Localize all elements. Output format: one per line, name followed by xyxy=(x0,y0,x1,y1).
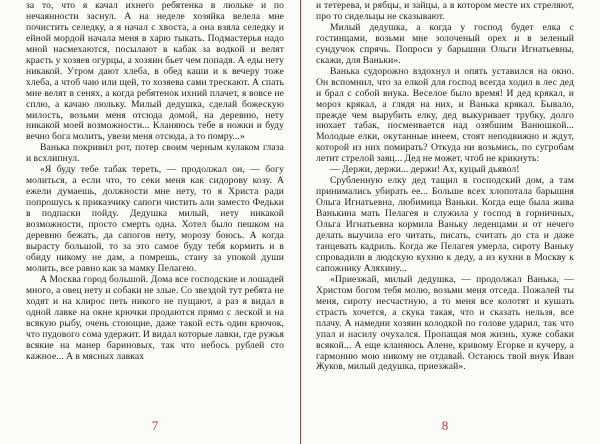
page-left-text-column xyxy=(26,1,284,362)
paragraph: Ванька покривил рот, потер своим черным кулаком глаза и всхлипнул. xyxy=(26,142,284,165)
page-number-left: 7 xyxy=(151,418,159,433)
paragraph: «Приезжай, милый дедушка, — продолжал Ванька, — Христом богом тебя молю, возьми меня отседа. Пожалей ты меня, сироту несчастную, а то меня все колотят и кушать страсть хочется, а скука такая, что и сказать нельзя, все плачу. А намедни хозяин колодкой по голове ударил, так что упал и насилу очухался. Пропащая моя жизнь, хуже собаки всякой... А еще кланяюсь Алене, кривому Егорке и кучеру, а гармонию мою никому не отдавай. Остаюсь твой внук Иван Жуков, милый дедушка, приезжай». xyxy=(316,273,574,373)
paragraph: Срубленную елку дед тащил в господский дом, а там принимались убирать ее... Больше всех хлопотала барышня Ольга Игнатьевна, любимица Ваньки. Когда еще была жива Ванькина мать Пелагея и служила у господ в горничных, Ольга Игнатьевна кормила Ваньку леденцами и от нечего делать выучила его читать, писать, считать до ста и даже танцевать кадриль. Когда же Пелагея умерла, сироту Ваньку спровадили в людскую кухню к деду, а из кухни в Москву к сапожнику Аляхину... xyxy=(316,175,574,274)
paragraph: «Я буду тебе табак тереть, — продолжал он, — богу молиться, а если что, то секи меня как сидорову козу. А ежели думаешь, должности мне нету, то я Христа ради попрошусь к приказчику сапоги чистить али заместо Федьки в подпаски пойду. Дедушка милый, нету никакой возможности, просто смерть одна. Хотел было пешком на деревню бежать, да сапогов нету, морозу боюсь. А когда вырасту большой, то за это самое буду тебя кормить и в обиду никому не дам, а помрешь, стану за упокой души молить, все равно как за мамку Пелагею. xyxy=(26,164,284,274)
paragraph: — Держи, держи... держи! Ах, куцый дьявол! xyxy=(330,164,520,176)
paragraph: Ванька судорожно вздохнул и опять уставился на окно. Он вспомнил, что за елкой для господ всегда ходил в лес дед и брал с собой внука. Веселое было время! И дед крякал, и мороз крякал, а глядя на них, и Ванька крякал. Бывало, прежде чем вырубить елку, дед выкуривает трубку, долго нюхает табак, посмеивается над озябшим Ванюшкой... Молодые елки, окутанные инеем, стоят неподвижно и ждут, которой из них помирать? Откуда ни возьмись, по сугробам летит стрелой заяц... Дед не может, чтоб не крикнуть: xyxy=(316,65,574,165)
paragraph: А Москва город большой. Дома все господские и лошадей много, а овец нету и собаки не злые. Со звездой тут ребята не ходят и на клирос петь никого не пущают, а раз я видал в одной лавке на окне крючки продаются прямо с леской и на всякую рыбу, очень стоющие, даже такой есть один крючок, что пудового сома удержит. И видал которые лавки, где ружья всякие на манер бариновых, так что небось рублей сто кажное... А в мясных лавках xyxy=(26,273,284,362)
paragraph: Милый дедушка, а когда у господ будет елка с гостинцами, возьми мне золоченый орех и в зеленый сундучок спрячь. Попроси у барышни Ольги Игнатьевны, скажи, для Ваньки». xyxy=(316,21,574,66)
page-number-right: 8 xyxy=(441,418,449,433)
paragraph: за то, что я качал ихнего ребятенка в люльке и по нечаянности заснул. А на неделе хозяйка велела мне почистить селедку, а я начал с хвоста, а она взяла селедку и ейной мордой начала меня в харю тыкать. Подмастерья надо мной насмехаются, посылают в кабак за водкой и велят красть у хозяев огурцы, а хозяин бьет чем попадя. А еды нету никакой. Утром дают хлеба, в обед каши и к вечеру тоже хлеба, а чтоб чаю или щей, то хозяева сами трескают. А спать мне велят в сенях, а когда ребятенок ихний плачет, я вовсе не сплю, а качаю люльку. Милый дедушка, сделай божескую милость, возьми меня отсюда домой, на деревню, нету никакой моей возможности... Кланяюсь тебе в ножки и буду вечно бога молить, увези меня отсюда, а то помру...» xyxy=(26,0,284,143)
paragraph: и тетерева, и рябцы, и зайцы, а в котором месте их стреляют, про то сидельцы не сказывают. xyxy=(316,0,574,22)
page-right-text-column xyxy=(316,1,574,373)
center-divider-rule xyxy=(300,0,301,444)
